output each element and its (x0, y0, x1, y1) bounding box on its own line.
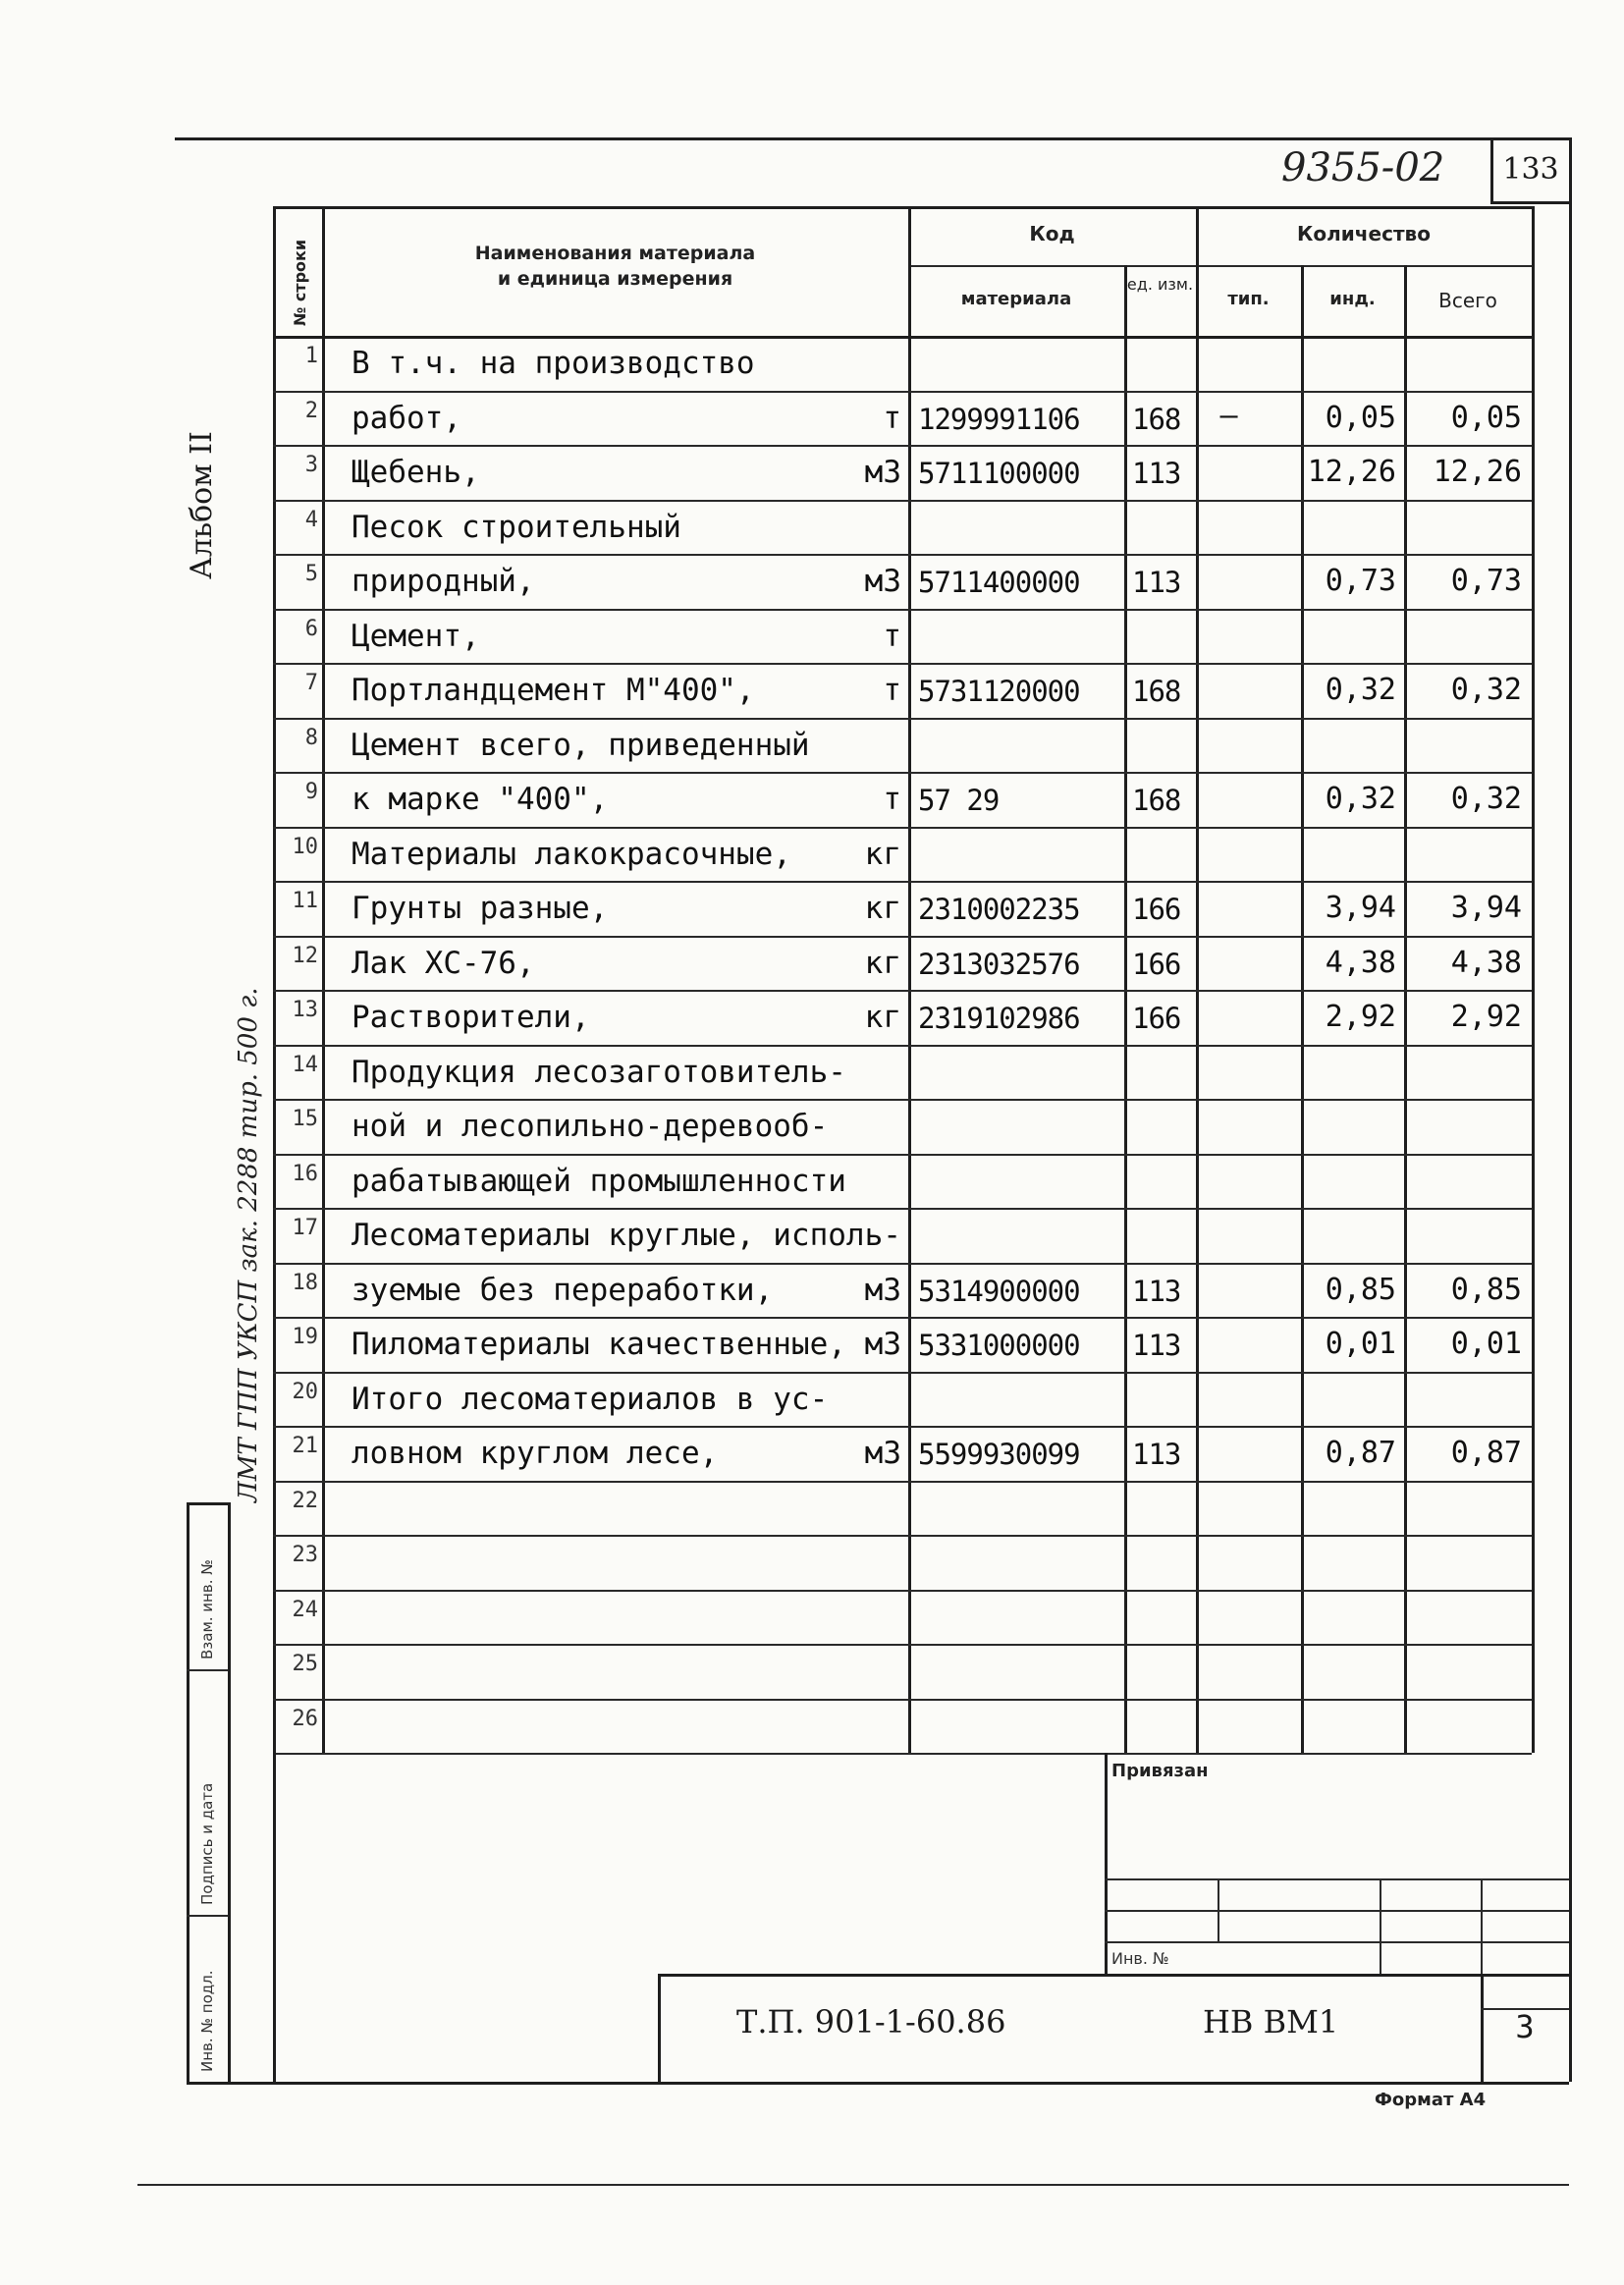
row-number: 15 (292, 1107, 318, 1131)
rowno-separator-line (273, 1045, 322, 1047)
material-code: 57 29 (918, 784, 1000, 817)
row-number: 16 (292, 1162, 318, 1186)
rowno-separator-line (273, 936, 322, 938)
row-separator-line (322, 1208, 1532, 1210)
row-number: 25 (292, 1652, 318, 1676)
row-separator-line (322, 663, 1532, 665)
material-name: В т.ч. на производство (352, 346, 755, 381)
row-separator-line (322, 1535, 1532, 1537)
rowno-separator-line (273, 1644, 322, 1646)
stamp-label-inv-original: Инв. № подл. (198, 1970, 216, 2072)
material-name: Растворители, (352, 1000, 590, 1035)
material-name: Щебень, (352, 455, 480, 490)
row-separator-line (322, 1426, 1532, 1428)
qty-individual: 0,87 (1325, 1436, 1396, 1470)
designation-top (658, 1974, 1569, 1977)
rowno-separator-line (273, 1699, 322, 1701)
material-code: 1299991106 (918, 403, 1080, 436)
row-separator-line (322, 500, 1532, 502)
unit-code: 166 (1132, 948, 1181, 981)
rowno-separator-line (273, 1372, 322, 1374)
total-col-line (1532, 206, 1535, 1753)
measure-unit: кг (864, 837, 901, 872)
header-name: Наименования материала и единица измерения (474, 243, 756, 290)
row-separator-line (322, 1317, 1532, 1319)
unitcode-col-line (1196, 206, 1199, 1753)
material-code: 2313032576 (918, 948, 1080, 981)
rowno-separator-line (273, 990, 322, 992)
rowno-separator-line (273, 881, 322, 883)
header-qty-total: Всего (1438, 289, 1497, 312)
rowno-separator-line (273, 1590, 322, 1592)
rowno-separator-line (273, 827, 322, 829)
sheet-number: 3 (1515, 2008, 1535, 2045)
table-top-line (273, 206, 1532, 209)
header-qty-ind: инд. (1329, 289, 1376, 309)
row-separator-line (322, 1045, 1532, 1047)
rowno-separator-line (273, 554, 322, 556)
material-name: к марке "400", (352, 782, 609, 817)
measure-unit: м3 (864, 564, 901, 599)
material-name: Продукция лесозаготовитель- (352, 1055, 846, 1090)
row-separator-line (322, 1481, 1532, 1483)
header-code-unit: ед. изм. (1126, 275, 1194, 294)
titleblock-left (273, 1753, 276, 2082)
qty-individual: 0,32 (1325, 782, 1396, 816)
row-separator-line (322, 1154, 1532, 1156)
row-number: 9 (304, 780, 318, 804)
qty-total: 0,32 (1450, 673, 1522, 707)
material-name: Лесоматериалы круглые, исполь- (352, 1218, 901, 1253)
material-code: 2319102986 (918, 1002, 1080, 1035)
qty-individual: 0,85 (1325, 1273, 1396, 1307)
stamp-left-inner (228, 1502, 231, 2082)
measure-unit: м3 (864, 1436, 901, 1471)
page-number: 133 (1502, 152, 1559, 187)
row-number: 26 (292, 1707, 318, 1731)
album-label: Альбом II (185, 431, 219, 579)
row-number: 3 (304, 453, 318, 477)
rowno-separator-line (273, 1481, 322, 1483)
material-code: 5599930099 (918, 1438, 1080, 1471)
rowno-separator-line (273, 1753, 322, 1755)
row-separator-line (322, 445, 1532, 447)
measure-unit: м3 (864, 1273, 901, 1308)
qty-total: 3,94 (1450, 891, 1522, 925)
row-number: 13 (292, 998, 318, 1022)
row-number: 5 (304, 562, 318, 586)
header-code: Код (1029, 222, 1075, 245)
row-separator-line (322, 718, 1532, 720)
row-number: 7 (304, 671, 318, 695)
unit-code: 113 (1132, 566, 1181, 599)
qty-total: 0,85 (1450, 1273, 1522, 1307)
frame-right (1569, 201, 1572, 2082)
rowno-separator-line (273, 1154, 322, 1156)
page-box-right (1569, 137, 1572, 201)
unit-code: 166 (1132, 893, 1181, 926)
row-separator-line (322, 936, 1532, 938)
scan-bottom-line (137, 2184, 1569, 2186)
measure-unit: м3 (864, 455, 901, 490)
row-separator-line (322, 1644, 1532, 1646)
material-name: Грунты разные, (352, 891, 609, 926)
row-separator-line (322, 1590, 1532, 1592)
measure-unit: кг (864, 1000, 901, 1035)
qty-individual: 0,05 (1325, 401, 1396, 435)
tied-line-2 (1105, 1910, 1569, 1912)
unit-code: 113 (1132, 457, 1181, 490)
code-col-line (1124, 265, 1127, 1753)
header-qty-type: тип. (1227, 289, 1270, 309)
material-code: 5731120000 (918, 675, 1080, 708)
stamp-label-replace-inv: Взам. инв. № (198, 1559, 216, 1659)
measure-unit: т (883, 673, 901, 708)
tied-col-1 (1218, 1878, 1219, 1941)
unit-code: 166 (1132, 1002, 1181, 1035)
qty-individual: 12,26 (1307, 455, 1396, 489)
material-code: 2310002235 (918, 893, 1080, 926)
top-border-line (175, 137, 1569, 140)
section-text: НВ ВМ1 (1203, 2003, 1339, 2040)
row-separator-line (322, 1099, 1532, 1101)
unit-code: 168 (1132, 784, 1181, 817)
stamp-label-signature-date: Подпись и дата (198, 1782, 216, 1905)
material-name: ловном круглом лесе, (352, 1436, 719, 1471)
measure-unit: кг (864, 946, 901, 981)
row-number: 8 (304, 726, 318, 750)
unit-code: 113 (1132, 1329, 1181, 1362)
material-name: Материалы лакокрасочные, (352, 837, 791, 872)
row-number: 21 (292, 1434, 318, 1458)
qty-individual: 0,32 (1325, 673, 1396, 707)
row-number: 18 (292, 1271, 318, 1295)
qty-individual: 3,94 (1325, 891, 1396, 925)
table-left-line (273, 206, 276, 1753)
material-code: 5314900000 (918, 1275, 1080, 1308)
page-box-bottom (1490, 201, 1569, 204)
side-annotation: ЛМТ ГПП УКСП зак. 2288 тир. 500 г. (234, 987, 263, 1502)
stamp-left-outer (187, 1502, 189, 2082)
tied-col-3 (1481, 1878, 1483, 1974)
tied-col-2 (1380, 1878, 1381, 1974)
measure-unit: кг (864, 891, 901, 926)
row-separator-line (322, 1263, 1532, 1265)
material-code: 5711100000 (918, 457, 1080, 490)
material-name: природный, (352, 564, 535, 599)
row-number: 10 (292, 835, 318, 859)
stamp-left-sep2 (187, 1915, 228, 1917)
stamp-left-top (187, 1502, 228, 1505)
rowno-separator-line (273, 1099, 322, 1101)
qty-total: 12,26 (1433, 455, 1522, 489)
rowno-separator-line (273, 1208, 322, 1210)
material-name: Цемент всего, приведенный (352, 728, 810, 763)
rowno-separator-line (273, 663, 322, 665)
row-separator-line (322, 990, 1532, 992)
rowno-separator-line (273, 772, 322, 774)
material-name: работ, (352, 401, 461, 436)
material-name: ной и лесопильно-деревооб- (352, 1109, 829, 1144)
material-name: рабатывающей промышленности (352, 1164, 846, 1199)
row-separator-line (322, 391, 1532, 393)
qty-individual: 4,38 (1325, 946, 1396, 980)
format-label: Формат А4 (1375, 2090, 1487, 2110)
handwritten-number: 9355-02 (1281, 145, 1445, 190)
rowno-separator-line (273, 1263, 322, 1265)
qty-individual: 0,01 (1325, 1327, 1396, 1361)
inventory-label: Инв. № (1111, 1949, 1169, 1968)
rowno-separator-line (273, 1426, 322, 1428)
row-separator-line (322, 772, 1532, 774)
material-name: Пиломатериалы качественные, (352, 1327, 846, 1362)
row-number: 17 (292, 1216, 318, 1240)
row-number: 12 (292, 944, 318, 968)
material-name: Цемент, (352, 619, 480, 654)
tied-line-1 (1105, 1878, 1569, 1880)
qty-type: – (1219, 399, 1238, 433)
header-code-material: материала (960, 289, 1072, 309)
unit-code: 113 (1132, 1275, 1181, 1308)
measure-unit: т (883, 782, 901, 817)
rowno-separator-line (273, 445, 322, 447)
row-number: 2 (304, 399, 318, 423)
row-number: 1 (304, 344, 318, 368)
material-name: зуемые без переработки, (352, 1273, 774, 1308)
measure-unit: м3 (864, 1327, 901, 1362)
titleblock-bottom (273, 2082, 1569, 2085)
row-separator-line (322, 1372, 1532, 1374)
row-separator-line (322, 554, 1532, 556)
measure-unit: т (883, 619, 901, 654)
header-bottom-line (273, 336, 1532, 339)
row-separator-line (322, 609, 1532, 611)
rowno-separator-line (273, 609, 322, 611)
qty-total: 0,05 (1450, 401, 1522, 435)
rowno-separator-line (273, 500, 322, 502)
stamp-left-bottom (187, 2082, 273, 2085)
unit-code: 168 (1132, 675, 1181, 708)
row-separator-line (322, 1699, 1532, 1701)
qty-total: 0,87 (1450, 1436, 1522, 1470)
row-number: 6 (304, 617, 318, 641)
rowno-separator-line (273, 1317, 322, 1319)
row-number: 4 (304, 508, 318, 532)
header-row-number: № строки (291, 239, 309, 326)
row-separator-line (322, 827, 1532, 829)
qty-total: 4,38 (1450, 946, 1522, 980)
qty-total: 0,32 (1450, 782, 1522, 816)
unit-code: 113 (1132, 1438, 1181, 1471)
designation-left (658, 1974, 661, 2082)
material-code: 5711400000 (918, 566, 1080, 599)
material-name: Лак ХС-76, (352, 946, 535, 981)
row-number: 23 (292, 1543, 318, 1567)
measure-unit: т (883, 401, 901, 436)
qty-total: 0,73 (1450, 564, 1522, 598)
qty-individual: 2,92 (1325, 1000, 1396, 1034)
stamp-left-sep1 (187, 1669, 228, 1671)
row-number: 24 (292, 1598, 318, 1622)
row-separator-line (322, 881, 1532, 883)
tied-line-3 (1105, 1941, 1569, 1943)
material-name: Песок строительный (352, 510, 681, 545)
rowno-separator-line (273, 391, 322, 393)
material-code: 5331000000 (918, 1329, 1080, 1362)
row-number: 11 (292, 889, 318, 913)
material-name: Итого лесоматериалов в ус- (352, 1382, 829, 1417)
rowno-col-line (322, 206, 325, 1753)
row-separator-line (322, 1753, 1532, 1755)
row-number: 22 (292, 1489, 318, 1513)
qty-total: 2,92 (1450, 1000, 1522, 1034)
header-mid-line (908, 265, 1532, 267)
row-number: 14 (292, 1053, 318, 1077)
name-col-line (908, 206, 911, 1753)
rowno-separator-line (273, 718, 322, 720)
tied-label: Привязан (1111, 1761, 1209, 1781)
header-quantity: Количество (1297, 222, 1431, 245)
rowno-separator-line (273, 1535, 322, 1537)
material-name: Портландцемент М"400", (352, 673, 755, 708)
qty-individual: 0,73 (1325, 564, 1396, 598)
row-number: 20 (292, 1380, 318, 1404)
qty-total: 0,01 (1450, 1327, 1522, 1361)
unit-code: 168 (1132, 403, 1181, 436)
designation-text: Т.П. 901-1-60.86 (736, 2003, 1006, 2040)
row-number: 19 (292, 1325, 318, 1349)
